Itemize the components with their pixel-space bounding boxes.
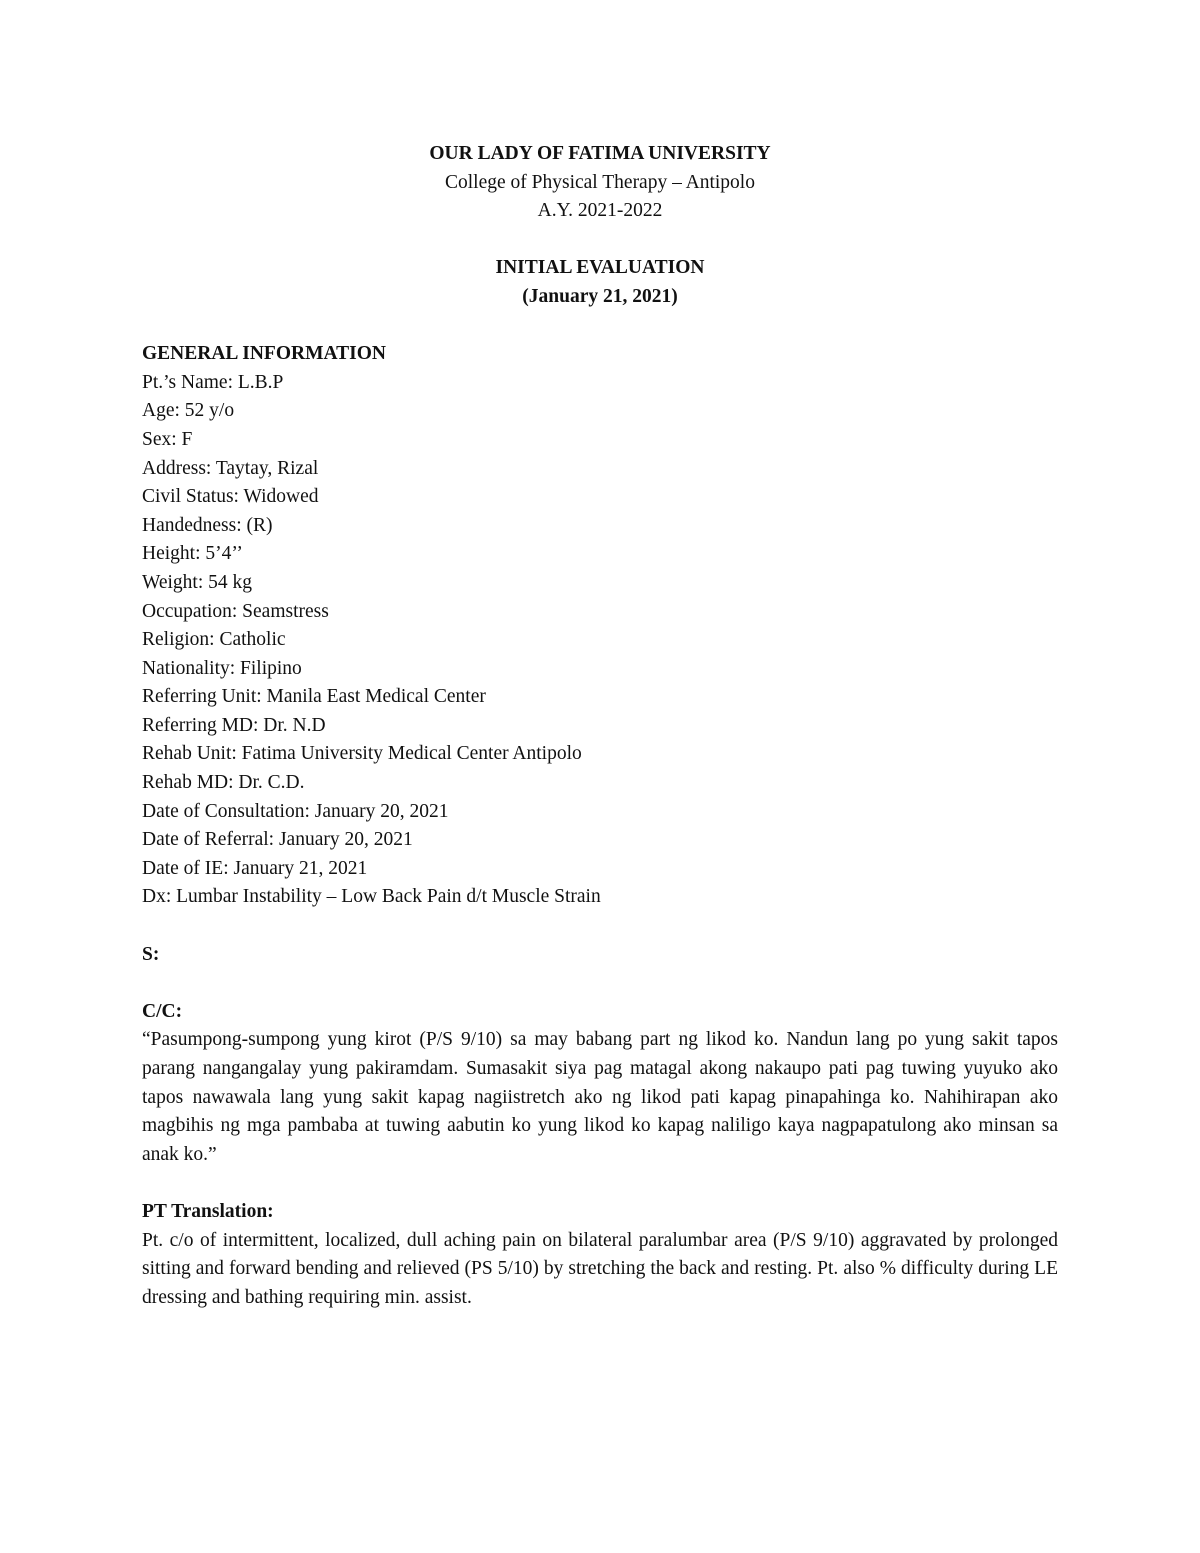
field-date-of-consultation: Date of Consultation: January 20, 2021 [142,800,449,822]
college-name: College of Physical Therapy – Antipolo [445,171,755,193]
field-date-of-referral: Date of Referral: January 20, 2021 [142,829,413,851]
general-information-list [142,369,1058,912]
spacer [142,226,1058,255]
field-rehab-md: Rehab MD: Dr. C.D. [142,772,305,794]
field-date-of-ie: Date of IE: January 21, 2021 [142,857,368,879]
academic-year: A.Y. 2021-2022 [537,200,663,222]
spacer [142,969,1058,998]
subjective-heading: S: [142,943,160,965]
field-religion: Religion: Catholic [142,629,286,651]
field-civil-status: Civil Status: Widowed [142,486,319,508]
pt-translation-text: Pt. c/o of intermittent, localized, dull aching pain on bilateral paralumbar area (P/S 9/10) aggravated by prolonged sitting and forward bending and relieved (PS 5/10) by stretching the back and resting. Pt. also % difficulty during LE dressing and bathing requiring min. assist. [142,1229,1058,1308]
field-height: Height: 5’4’’ [142,543,243,565]
chief-complaint-heading: C/C: [142,1000,183,1022]
field-referring-unit: Referring Unit: Manila East Medical Center [142,686,486,708]
chief-complaint-text: “Pasumpong-sumpong yung kirot (P/S 9/10) sa may babang part ng likod ko. Nandun lang po yung sakit tapos parang nangangalay yung pakiramdam. Sumasakit siya pag matagal akong nakaupo pati pag tuwing yuyuko ako tapos nawawala lang yung sakit kapag nagiistretch ako ng likod pati kapag pinapahinga ko. Nahihirapan ako magbihis ng mga pambaba at tuwing aabutin ko yung likod ko kapag naliligo kaya nagpapatulong ako minsan sa anak ko.” [142,1029,1058,1165]
document-content [142,140,1058,1312]
university-name: OUR LADY OF FATIMA UNIVERSITY [429,143,771,164]
field-rehab-unit: Rehab Unit: Fatima University Medical Center Antipolo [142,743,582,765]
field-address: Address: Taytay, Rizal [142,457,319,479]
field-occupation: Occupation: Seamstress [142,600,329,622]
field-sex: Sex: F [142,428,193,450]
evaluation-title: INITIAL EVALUATION [495,257,705,279]
spacer [142,912,1058,941]
field-nationality: Nationality: Filipino [142,657,302,679]
field-weight: Weight: 54 kg [142,571,253,593]
field-handedness: Handedness: (R) [142,514,273,536]
field-diagnosis: Dx: Lumbar Instability – Low Back Pain d/t Muscle Strain [142,886,601,908]
field-age: Age: 52 y/o [142,400,235,422]
general-information-heading: GENERAL INFORMATION [142,343,386,365]
spacer [142,1169,1058,1198]
spacer [142,312,1058,341]
field-patient-name: Pt.’s Name: L.B.P [142,371,284,393]
pt-translation-heading: PT Translation: [142,1200,274,1222]
field-referring-md: Referring MD: Dr. N.D [142,714,326,736]
evaluation-date: (January 21, 2021) [522,285,678,307]
